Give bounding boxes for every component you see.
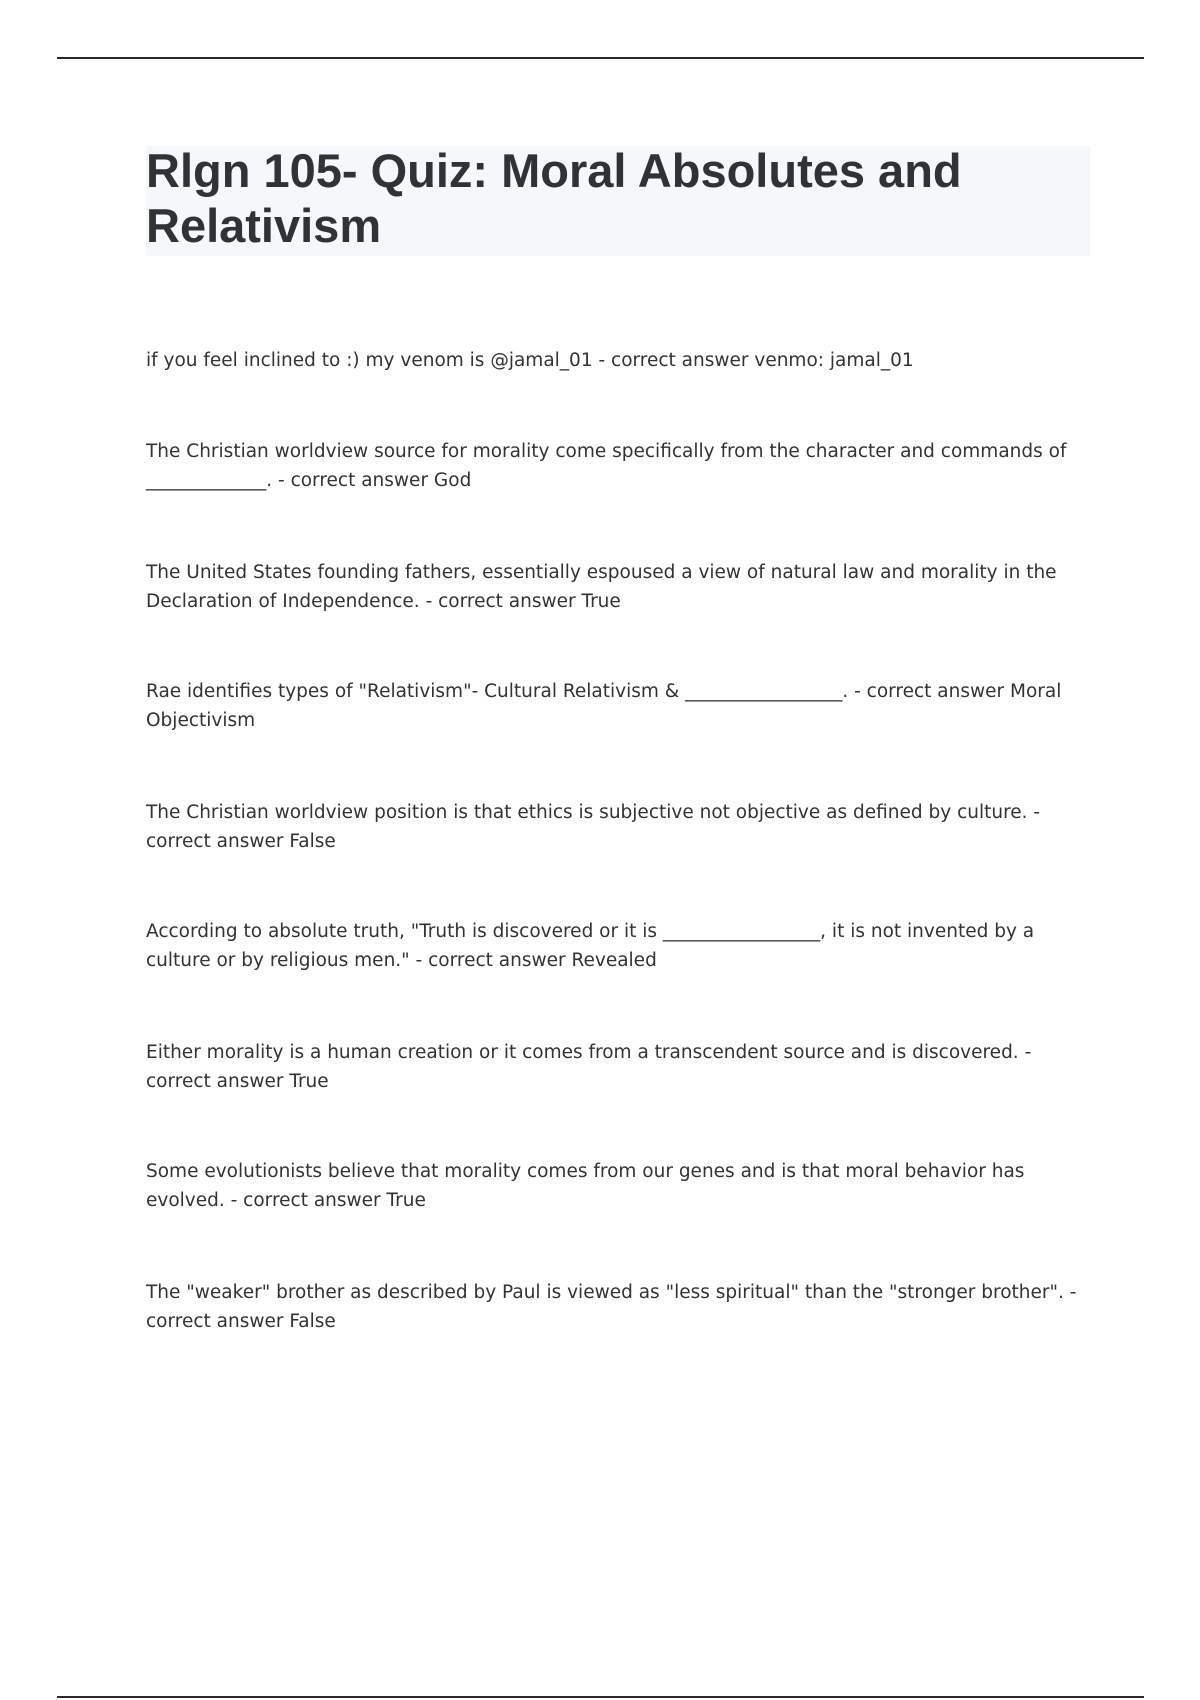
question-item: The Christian worldview source for morality come specifically from the character and commands of _____________. - correct answer God — [146, 441, 1067, 491]
question-item: According to absolute truth, "Truth is discovered or it is _________________, it is not invented by a culture or by religious men." - correct answer Revealed — [146, 921, 1035, 971]
question-item: if you feel inclined to :) my venom is @jamal_01 - correct answer venmo: jamal_01 — [146, 350, 914, 371]
question-item: Some evolutionists believe that morality comes from our genes and is that moral behavior has evolved. - correct answer True — [146, 1161, 1025, 1211]
bottom-divider — [57, 1696, 1144, 1698]
question-item: Either morality is a human creation or it comes from a transcendent source and is discovered. - correct answer True — [146, 1042, 1032, 1092]
question-item: The Christian worldview position is that ethics is subjective not objective as defined by culture. - correct answer False — [146, 802, 1041, 852]
question-item: Rae identifies types of "Relativism"- Cultural Relativism & _________________. - correct answer Moral Objectivism — [146, 681, 1062, 731]
document-title: Rlgn 105- Quiz: Moral Absolutes and Relativism — [146, 144, 962, 252]
top-divider — [57, 57, 1144, 59]
question-item: The United States founding fathers, essentially espoused a view of natural law and morality in the Declaration of Independence. - correct answer True — [146, 562, 1057, 612]
question-item: The "weaker" brother as described by Paul is viewed as "less spiritual" than the "stronger brother". - correct answer False — [146, 1282, 1077, 1332]
